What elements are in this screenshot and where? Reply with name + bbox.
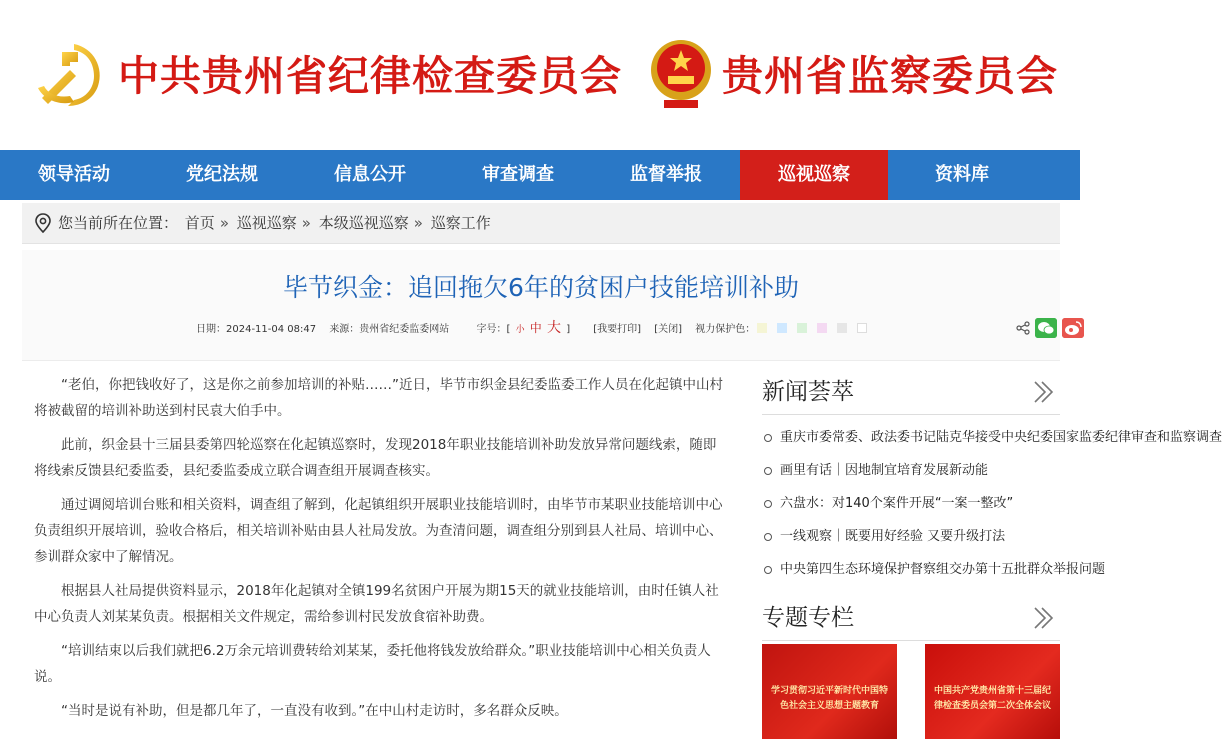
news-item[interactable]: 一线观察｜既要用好经验 又要升级打法 <box>762 520 1060 553</box>
article-date: 日期：2024-11-04 08:47 <box>196 324 317 335</box>
font-size-label: 字号：[ <box>476 324 511 335</box>
nav-item-regulations[interactable]: 党纪法规 <box>186 164 258 185</box>
party-emblem-icon <box>34 40 106 110</box>
font-size-large-button[interactable]: 大 <box>547 320 561 336</box>
news-item[interactable]: 重庆市委常委、政法委书记陆克华接受中央纪委国家监委纪律审查和监察调查 <box>762 421 1060 454</box>
article-paragraph: “培训结束以后我们就把6.2万余元培训费转给刘某某，委托他将钱发放给群众。”职业技能培训中心相关负责人说。 <box>34 643 711 685</box>
eye-color-swatch[interactable] <box>797 323 807 333</box>
topic-banner-text: 中国共产党贵州省第十三届纪律检查委员会第二次全体会议 <box>933 686 1051 711</box>
breadcrumb-sep: » <box>219 214 229 232</box>
commission-title: 中共贵州省纪律检查委员会 <box>118 52 622 100</box>
breadcrumb-inspection-work[interactable]: 巡察工作 <box>430 214 491 232</box>
article-source: 来源：贵州省纪委监委网站 <box>329 324 450 335</box>
nav-item-investigation[interactable]: 审查调查 <box>482 164 554 185</box>
news-more-chevron-icon[interactable] <box>1032 380 1056 404</box>
news-item[interactable]: 六盘水：对140个案件开展“一案一整改” <box>762 487 1060 520</box>
eye-color-swatch[interactable] <box>777 323 787 333</box>
location-pin-icon <box>34 213 52 233</box>
article-title: 毕节织金：追回拖欠6年的贫困户技能培训补助 <box>283 273 799 302</box>
breadcrumb-inspection[interactable]: 巡视巡察 <box>236 214 297 232</box>
nav-item-disclosure[interactable]: 信息公开 <box>334 164 406 185</box>
topics-more-chevron-icon[interactable] <box>1032 606 1056 630</box>
news-item[interactable]: 中央第四生态环境保护督察组交办第十五批群众举报问题 <box>762 553 1060 586</box>
article-paragraph: “老伯，你把钱收好了，这是你之前参加培训的补贴……”近日，毕节市织金县纪委监委工作人员在化起镇中山村将被截留的培训补助送到村民袁大伯手中。 <box>34 377 723 419</box>
breadcrumb-prefix: 您当前所在位置： <box>58 214 179 232</box>
sidebar <box>762 370 1222 641</box>
topic-banners <box>762 644 1060 739</box>
article-paragraph: 通过调阅培训台账和相关资料，调查组了解到，化起镇组织开展职业技能培训时，由毕节市某职业技能培训中心负责组织开展培训，验收合格后，相关培训补贴由县人社局发放。为查清问题，调查组分别到县人社局、培训中心、参训群众家中了解情况。 <box>34 497 723 565</box>
eye-color-swatch[interactable] <box>857 323 867 333</box>
nav-item-leadership[interactable]: 领导活动 <box>38 164 110 185</box>
news-list <box>762 421 1222 586</box>
breadcrumb-sep: » <box>413 214 423 232</box>
wechat-share-icon[interactable] <box>1035 318 1057 338</box>
eye-protect-label: 视力保护色： <box>695 324 756 335</box>
topic-banner[interactable] <box>925 644 1060 739</box>
breadcrumb-local-inspection[interactable]: 本级巡视巡察 <box>318 214 409 232</box>
breadcrumb-home[interactable]: 首页 <box>184 214 215 232</box>
nav-item-inspection[interactable]: 巡视巡察 <box>740 150 888 200</box>
site-header <box>0 0 1080 150</box>
article-paragraph: 此前，织金县十三届县委第四轮巡察在化起镇巡察时，发现2018年职业技能培训补助发放异常问题线索，随即将线索反馈县纪委监委，县纪委监委成立联合调查组开展调查核实。 <box>34 437 717 479</box>
font-size-medium-button[interactable]: 中 <box>529 321 542 335</box>
breadcrumb-sep: » <box>301 214 311 232</box>
nav-item-report[interactable]: 监督举报 <box>630 164 702 185</box>
topics-section-header <box>762 596 1060 641</box>
article-paragraph: “当时是说有补助，但是都几年了，一直没有收到。”在中山村走访时，多名群众反映。 <box>61 703 568 719</box>
article-header <box>22 250 1060 361</box>
font-size-small-button[interactable]: 小 <box>515 325 525 335</box>
topics-section-title: 专题专栏 <box>762 605 854 631</box>
share-icon[interactable] <box>1016 321 1030 335</box>
weibo-share-icon[interactable] <box>1062 318 1084 338</box>
main-nav <box>0 150 1080 200</box>
breadcrumb <box>22 203 1060 244</box>
eye-color-swatch[interactable] <box>837 323 847 333</box>
close-button[interactable]: [关闭] <box>654 324 683 335</box>
article-paragraph: 根据县人社局提供资料显示，2018年化起镇对全镇199名贫困户开展为期15天的就业技能培训，由时任镇人社中心负责人刘某某负责。根据相关文件规定，需给参训村民发放食宿补助费。 <box>34 583 719 625</box>
national-emblem-icon <box>646 36 716 110</box>
breadcrumb-path <box>58 203 493 243</box>
eye-color-swatch[interactable] <box>817 323 827 333</box>
print-button[interactable]: [我要打印] <box>593 324 642 335</box>
font-size-end: ] <box>566 324 571 335</box>
topic-banner-text: 学习贯彻习近平新时代中国特色社会主义思想主题教育 <box>770 686 888 711</box>
font-size-control <box>476 320 584 336</box>
eye-color-swatch[interactable] <box>757 323 767 333</box>
news-section-title: 新闻荟萃 <box>762 379 854 405</box>
news-section-header <box>762 370 1060 415</box>
topic-banner[interactable] <box>762 644 897 739</box>
article-meta <box>196 320 877 338</box>
news-item[interactable]: 画里有话｜因地制宜培育发展新动能 <box>762 454 1060 487</box>
nav-item-library[interactable]: 资料库 <box>935 164 989 185</box>
article-body <box>34 372 724 732</box>
supervision-title: 贵州省监察委员会 <box>722 52 1058 100</box>
